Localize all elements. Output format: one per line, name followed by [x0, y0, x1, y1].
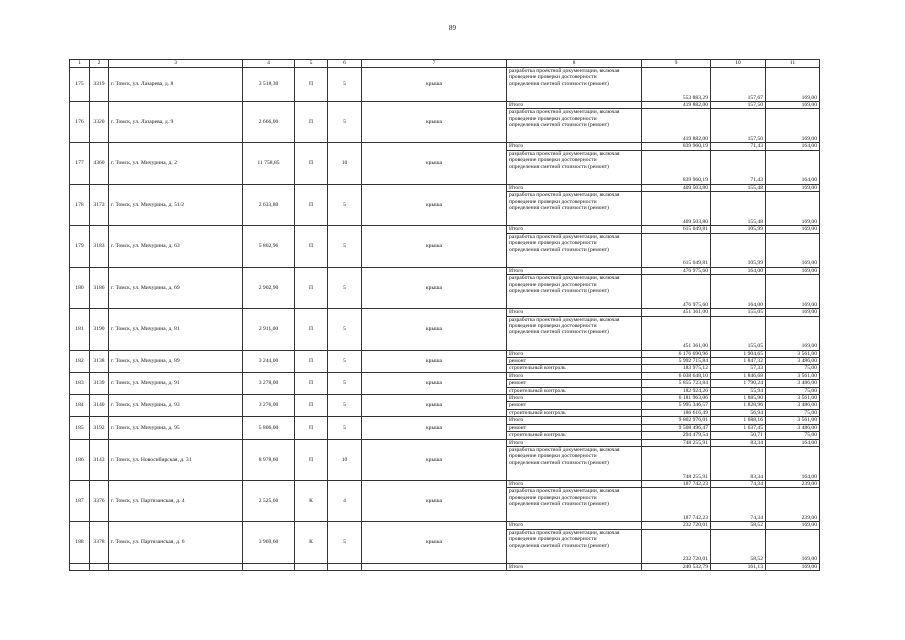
column-header: 10	[711, 60, 766, 68]
cost-limit-value: 169,00	[766, 563, 820, 570]
house-code: 3319	[90, 68, 109, 102]
column-header: 7	[362, 60, 507, 68]
floors: 5	[328, 350, 362, 372]
cost-limit-value: 3 561,00	[766, 350, 820, 357]
address: г. Томск, ул. Мичурина, д. 69	[109, 267, 243, 308]
floors: 5	[328, 372, 362, 394]
address: г. Томск, ул. Мичурина, д. 51/2	[109, 184, 243, 225]
column-header-row	[70, 60, 820, 68]
work-description-line: определения сметной стоимости (ремонт)	[509, 205, 609, 212]
cost-value: 187 742,23	[642, 481, 711, 488]
work-description	[507, 109, 642, 143]
cost-limit-value: 169,00	[766, 309, 820, 316]
area: 2 633,80	[243, 184, 295, 225]
cost-value: 294 479,54	[642, 432, 711, 439]
floors: 5	[328, 68, 362, 102]
house-code: 3192	[90, 417, 109, 439]
total-label: Итого	[507, 439, 642, 446]
work-description	[507, 192, 642, 226]
column-header: 3	[109, 60, 243, 68]
area: 3 276,00	[243, 395, 295, 417]
unit-cost-value: 157,50	[711, 109, 766, 143]
floors: 10	[328, 143, 362, 184]
work-description	[507, 150, 642, 184]
house-code: 3190	[90, 309, 109, 350]
cost-value: 182 924,26	[642, 387, 711, 394]
structural-element: крыша	[362, 481, 507, 522]
row-number: 176	[70, 102, 90, 143]
work-description-line: проведение проверки достоверности	[509, 115, 597, 122]
cost-limit-value: 164,00	[766, 150, 820, 184]
unit-cost-value: 161,13	[711, 563, 766, 570]
work-description-line: проведение проверки достоверности	[509, 157, 597, 164]
cost-limit-value: 3 561,00	[766, 417, 820, 424]
address: г. Томск, ул. Лазарева, д. 8	[109, 68, 243, 102]
total-label: Итого	[507, 143, 642, 150]
total-label: Итого	[507, 481, 642, 488]
row-number: 183	[70, 372, 90, 394]
control-label: строительный контроль	[507, 409, 642, 416]
work-description-line: разработка проектной документации, включая	[509, 447, 620, 454]
cost-limit-value: 169,00	[766, 192, 820, 226]
structural-element: крыша	[362, 68, 507, 102]
total-label: Итого	[507, 372, 642, 379]
column-header: 2	[90, 60, 109, 68]
total-label: Итого	[507, 395, 642, 402]
total-row	[70, 439, 820, 446]
cost-limit-value: 164,00	[766, 143, 820, 150]
cost-limit-value: 75,00	[766, 365, 820, 372]
wall-material: П	[295, 439, 328, 480]
structural-element: крыша	[362, 350, 507, 372]
cost-limit-value: 3 486,00	[766, 402, 820, 409]
unit-cost-value: 1 828,96	[711, 402, 766, 409]
cost-limit-value: 169,00	[766, 102, 820, 109]
row-number: 178	[70, 184, 90, 225]
work-description-line: разработка проектной документации, включая	[509, 150, 620, 157]
capital-repair-table	[69, 59, 820, 571]
repair-label: ремонт	[507, 380, 642, 387]
floors: 5	[328, 309, 362, 350]
wall-material: П	[295, 143, 328, 184]
house-code: 3173	[90, 184, 109, 225]
work-description	[507, 275, 642, 309]
cost-limit-value: 169,00	[766, 316, 820, 350]
empty-cell	[295, 563, 328, 570]
total-row	[70, 417, 820, 424]
column-header: 1	[70, 60, 90, 68]
unit-cost-value: 74,34	[711, 488, 766, 522]
column-header: 8	[507, 60, 642, 68]
address: г. Томск, ул. Мичурина, д. 81	[109, 309, 243, 350]
cost-limit-value: 239,00	[766, 481, 820, 488]
floors: 4	[328, 481, 362, 522]
floors: 5	[328, 395, 362, 417]
cost-value: 9 802 976,01	[642, 417, 711, 424]
cost-value: 476 975,60	[642, 275, 711, 309]
empty-cell	[90, 563, 109, 570]
wall-material: П	[295, 417, 328, 439]
cost-limit-value: 169,00	[766, 522, 820, 529]
work-description-line: проведение проверки достоверности	[509, 494, 597, 501]
floors: 5	[328, 226, 362, 267]
work-description-line: определения сметной стоимости (ремонт)	[509, 122, 609, 129]
unit-cost-value: 56,94	[711, 409, 766, 416]
work-description-line: разработка проектной документации, включая	[509, 529, 620, 536]
work-description-line: разработка проектной документации, включая	[509, 192, 620, 199]
cost-value: 5 995 346,57	[642, 402, 711, 409]
cost-limit-value: 3 486,00	[766, 357, 820, 364]
unit-cost-value: 105,99	[711, 226, 766, 233]
total-row	[70, 102, 820, 109]
row-number: 184	[70, 395, 90, 417]
unit-cost-value: 1 790,24	[711, 380, 766, 387]
house-code: 3186	[90, 267, 109, 308]
unit-cost-value: 155,05	[711, 316, 766, 350]
wall-material: П	[295, 184, 328, 225]
total-row	[70, 143, 820, 150]
cost-limit-value: 3 486,00	[766, 380, 820, 387]
cost-limit-value: 169,00	[766, 529, 820, 563]
unit-cost-value: 1 846,68	[711, 372, 766, 379]
structural-element: крыша	[362, 102, 507, 143]
house-code: 3320	[90, 102, 109, 143]
address: г. Томск, ул. Лазарева, д. 9	[109, 102, 243, 143]
work-description-line: проведение проверки достоверности	[509, 281, 597, 288]
floors: 5	[328, 267, 362, 308]
house-code: 3140	[90, 395, 109, 417]
cost-limit-value: 169,00	[766, 267, 820, 274]
unit-cost-value: 1 885,90	[711, 395, 766, 402]
unit-cost-value: 155,48	[711, 184, 766, 191]
repair-label: ремонт	[507, 424, 642, 431]
wall-material: П	[295, 395, 328, 417]
table-body	[70, 68, 820, 571]
structural-element: крыша	[362, 184, 507, 225]
cost-value: 6 176 690,96	[642, 350, 711, 357]
unit-cost-value: 164,00	[711, 267, 766, 274]
cost-value: 409 503,80	[642, 184, 711, 191]
work-description-line: проведение проверки достоверности	[509, 536, 597, 543]
cost-value: 5 992 715,84	[642, 357, 711, 364]
control-label: строительный контроль	[507, 432, 642, 439]
cost-limit-value: 169,00	[766, 233, 820, 267]
work-description	[507, 68, 642, 102]
unit-cost-value: 105,99	[711, 233, 766, 267]
cost-value: 232 720,01	[642, 522, 711, 529]
unit-cost-value: 157,67	[711, 68, 766, 102]
cost-value: 6 181 963,06	[642, 395, 711, 402]
area: 5 802,96	[243, 226, 295, 267]
unit-cost-value: 1 847,32	[711, 357, 766, 364]
empty-cell	[70, 563, 90, 570]
work-description-line: проведение проверки достоверности	[509, 198, 597, 205]
work-description-line: проведение проверки достоверности	[509, 74, 597, 81]
row-number: 186	[70, 439, 90, 480]
total-label: Итого	[507, 102, 642, 109]
area: 8 978,60	[243, 439, 295, 480]
cost-value: 615 049,81	[642, 233, 711, 267]
work-description	[507, 529, 642, 563]
repair-label: ремонт	[507, 357, 642, 364]
unit-cost-value: 74,34	[711, 481, 766, 488]
area: 5 806,00	[243, 417, 295, 439]
row-number: 179	[70, 226, 90, 267]
total-label: Итого	[507, 184, 642, 191]
cost-limit-value: 169,00	[766, 275, 820, 309]
wall-material: П	[295, 226, 328, 267]
cost-limit-value: 169,00	[766, 184, 820, 191]
cost-value: 183 975,12	[642, 365, 711, 372]
empty-cell	[328, 563, 362, 570]
address: г. Томск, ул. Партизанская, д. 6	[109, 522, 243, 563]
column-header: 6	[328, 60, 362, 68]
work-description-line: определения сметной стоимости (ремонт)	[509, 246, 609, 253]
total-row	[70, 563, 820, 570]
work-description-line: разработка проектной документации, включая	[509, 68, 620, 74]
cost-value: 615 049,81	[642, 226, 711, 233]
column-header: 9	[642, 60, 711, 68]
row-number: 180	[70, 267, 90, 308]
total-row	[70, 372, 820, 379]
structural-element: крыша	[362, 439, 507, 480]
cost-limit-value: 75,00	[766, 409, 820, 416]
work-description-line: разработка проектной документации, включая	[509, 316, 620, 323]
floors: 5	[328, 417, 362, 439]
area: 2 911,00	[243, 309, 295, 350]
wall-material: П	[295, 309, 328, 350]
wall-material: П	[295, 372, 328, 394]
cost-value: 748 255,91	[642, 447, 711, 481]
wall-material: П	[295, 68, 328, 102]
cost-limit-value: 164,00	[766, 439, 820, 446]
unit-cost-value: 83,34	[711, 447, 766, 481]
row-number: 188	[70, 522, 90, 563]
row-number: 185	[70, 417, 90, 439]
structural-element: крыша	[362, 309, 507, 350]
total-label: Итого	[507, 417, 642, 424]
unit-cost-value: 1 637,45	[711, 424, 766, 431]
work-description-line: проведение проверки достоверности	[509, 322, 597, 329]
control-label: строительный контроль	[507, 387, 642, 394]
address: г. Томск, ул. Партизанская, д. 4	[109, 481, 243, 522]
address: г. Томск, ул. Мичурина, д. 95	[109, 417, 243, 439]
cost-value: 5 855 723,84	[642, 380, 711, 387]
structural-element: крыша	[362, 143, 507, 184]
unit-cost-value: 71,43	[711, 150, 766, 184]
wall-material: П	[295, 102, 328, 143]
unit-cost-value: 1 688,16	[711, 417, 766, 424]
area: 3 969,60	[243, 522, 295, 563]
house-code: 3143	[90, 439, 109, 480]
work-description-line: проведение проверки достоверности	[509, 240, 597, 247]
cost-limit-value: 169,00	[766, 109, 820, 143]
total-row	[70, 395, 820, 402]
work-description-line: определения сметной стоимости (ремонт)	[509, 542, 609, 549]
structural-element: крыша	[362, 226, 507, 267]
cost-value: 451 361,00	[642, 316, 711, 350]
area: 2 666,00	[243, 102, 295, 143]
repair-label: ремонт	[507, 402, 642, 409]
total-row	[70, 350, 820, 357]
row-number: 187	[70, 481, 90, 522]
cost-value: 476 975,60	[642, 267, 711, 274]
cost-limit-value: 75,00	[766, 387, 820, 394]
wall-material: К	[295, 522, 328, 563]
cost-value: 451 361,00	[642, 309, 711, 316]
structural-element: крыша	[362, 267, 507, 308]
cost-value: 187 742,23	[642, 488, 711, 522]
unit-cost-value: 50,71	[711, 432, 766, 439]
area: 3 244,00	[243, 350, 295, 372]
total-label: Итого	[507, 522, 642, 529]
area: 2 902,90	[243, 267, 295, 308]
unit-cost-value: 164,00	[711, 275, 766, 309]
total-row	[70, 522, 820, 529]
empty-cell	[243, 563, 295, 570]
work-description	[507, 447, 642, 481]
cost-value: 6 038 648,10	[642, 372, 711, 379]
structural-element: крыша	[362, 372, 507, 394]
work-description-line: определения сметной стоимости (ремонт)	[509, 329, 609, 336]
unit-cost-value: 157,50	[711, 102, 766, 109]
row-number: 182	[70, 350, 90, 372]
control-label: строительный контроль	[507, 365, 642, 372]
cost-value: 839 960,19	[642, 150, 711, 184]
house-code: 4360	[90, 143, 109, 184]
structural-element: крыша	[362, 522, 507, 563]
floors: 5	[328, 102, 362, 143]
wall-material: К	[295, 481, 328, 522]
work-description	[507, 233, 642, 267]
work-description-line: разработка проектной документации, включая	[509, 233, 620, 240]
house-code: 3139	[90, 372, 109, 394]
address: г. Томск, ул. Мичурина, д. 93	[109, 395, 243, 417]
house-code: 3183	[90, 226, 109, 267]
work-description-line: разработка проектной документации, включая	[509, 109, 620, 116]
address: г. Томск, ул. Новосибирская, д. 31	[109, 439, 243, 480]
cost-limit-value: 3 561,00	[766, 372, 820, 379]
cost-value: 839 960,19	[642, 143, 711, 150]
wall-material: П	[295, 350, 328, 372]
work-description	[507, 316, 642, 350]
unit-cost-value: 83,34	[711, 439, 766, 446]
empty-cell	[109, 563, 243, 570]
floors: 5	[328, 184, 362, 225]
row-number: 177	[70, 143, 90, 184]
cost-value: 409 503,80	[642, 192, 711, 226]
empty-cell	[362, 563, 507, 570]
unit-cost-value: 155,48	[711, 192, 766, 226]
area: 3 518,30	[243, 68, 295, 102]
cost-value: 232 720,01	[642, 529, 711, 563]
total-label: Итого	[507, 350, 642, 357]
total-row	[70, 226, 820, 233]
total-row	[70, 267, 820, 274]
page-number: 89	[449, 24, 456, 32]
column-header: 5	[295, 60, 328, 68]
design-work-row	[70, 68, 820, 102]
unit-cost-value: 58,52	[711, 522, 766, 529]
cost-value: 419 882,00	[642, 109, 711, 143]
house-code: 3376	[90, 481, 109, 522]
cost-value: 748 255,91	[642, 439, 711, 446]
unit-cost-value: 58,52	[711, 529, 766, 563]
cost-value: 419 882,00	[642, 102, 711, 109]
area: 2 525,60	[243, 481, 295, 522]
work-description-line: определения сметной стоимости (ремонт)	[509, 459, 609, 466]
floors: 5	[328, 522, 362, 563]
cost-value: 9 508 496,47	[642, 424, 711, 431]
cost-limit-value: 239,00	[766, 488, 820, 522]
wall-material: П	[295, 267, 328, 308]
house-code: 3138	[90, 350, 109, 372]
structural-element: крыша	[362, 417, 507, 439]
address: г. Томск, ул. Мичурина, д. 89	[109, 350, 243, 372]
unit-cost-value: 155,05	[711, 309, 766, 316]
cost-value: 240 532,79	[642, 563, 711, 570]
column-header: 4	[243, 60, 295, 68]
work-description-line: определения сметной стоимости (ремонт)	[509, 163, 609, 170]
structural-element: крыша	[362, 395, 507, 417]
cost-limit-value: 75,00	[766, 432, 820, 439]
total-label: Итого	[507, 267, 642, 274]
area: 3 278,00	[243, 372, 295, 394]
work-description-line: проведение проверки достоверности	[509, 453, 597, 460]
unit-cost-value: 1 904,65	[711, 350, 766, 357]
work-description-line: определения сметной стоимости (ремонт)	[509, 287, 609, 294]
cost-limit-value: 169,00	[766, 226, 820, 233]
house-code: 3378	[90, 522, 109, 563]
column-header: 11	[766, 60, 820, 68]
total-row	[70, 184, 820, 191]
address: г. Томск, ул. Мичурина, д. 2	[109, 143, 243, 184]
cost-limit-value: 3 561,00	[766, 395, 820, 402]
unit-cost-value: 57,33	[711, 365, 766, 372]
area: 11 758,85	[243, 143, 295, 184]
work-description-line: разработка проектной документации, включая	[509, 488, 620, 495]
cost-value: 186 616,49	[642, 409, 711, 416]
work-description	[507, 488, 642, 522]
unit-cost-value: 71,43	[711, 143, 766, 150]
total-row	[70, 481, 820, 488]
total-label: Итого	[507, 563, 642, 570]
cost-limit-value: 3 486,00	[766, 424, 820, 431]
work-description-line: определения сметной стоимости (ремонт)	[509, 501, 609, 508]
unit-cost-value: 55,94	[711, 387, 766, 394]
cost-limit-value: 169,00	[766, 68, 820, 102]
total-label: Итого	[507, 226, 642, 233]
row-number: 175	[70, 68, 90, 102]
address: г. Томск, ул. Мичурина, д. 63	[109, 226, 243, 267]
cost-limit-value: 164,00	[766, 447, 820, 481]
row-number: 181	[70, 309, 90, 350]
work-description-line: разработка проектной документации, включая	[509, 275, 620, 282]
cost-value: 553 883,29	[642, 68, 711, 102]
total-row	[70, 309, 820, 316]
total-label: Итого	[507, 309, 642, 316]
floors: 10	[328, 439, 362, 480]
work-description-line: определения сметной стоимости (ремонт)	[509, 80, 609, 87]
address: г. Томск, ул. Мичурина, д. 91	[109, 372, 243, 394]
